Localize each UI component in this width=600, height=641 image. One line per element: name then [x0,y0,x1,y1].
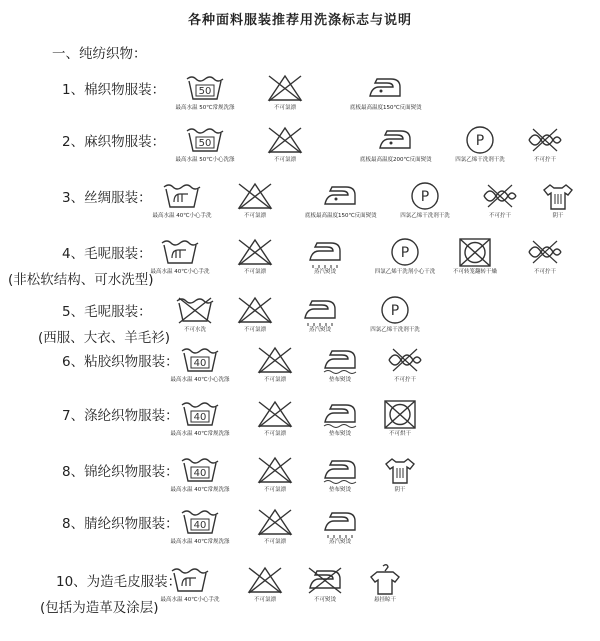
care-symbol [220,182,290,219]
svg-text:50: 50 [198,138,212,149]
no-bleach-icon [240,508,310,536]
care-symbol-caption: 最高水温 40℃常规洗涤 [170,487,230,493]
care-symbol-caption: 不可熨烫 [313,597,336,603]
category-sublabel: (西服、大衣、羊毛衫) [38,330,171,346]
care-symbol-caption: 最高水温 50℃常规洗涤 [175,105,235,111]
care-symbol-caption: 不可氯漂 [263,539,286,545]
no-bleach-icon [250,74,320,102]
care-symbol-caption: 不可氯漂 [243,269,266,275]
care-symbol [365,400,435,437]
steam-iron-icon [285,296,355,324]
wash-tub-icon [165,508,235,536]
shirt-dry-icon [523,182,593,210]
category-label: 4、毛呢服装： [62,246,152,262]
no-bleach-icon [240,400,310,428]
care-symbol [305,508,375,545]
care-symbol-caption: 四氯乙烯干洗剂干洗 [370,327,420,333]
wash-tub-icon [170,126,240,154]
cloth-iron-icon [305,346,375,374]
care-symbol [370,346,440,383]
svg-text:P: P [400,245,410,261]
care-symbol-caption: 最高水温 40℃小心手洗 [160,597,220,603]
care-symbol-caption: 垫布熨烫 [328,487,351,493]
category-label: 2、麻织物服装： [62,134,166,150]
category-label: 8、腈纶织物服装： [62,516,179,532]
care-symbol [250,74,320,111]
no-wring-icon [370,346,440,374]
wash-tub-icon [165,456,235,484]
care-symbol [220,296,290,333]
care-symbol-caption: 不可氯漂 [243,327,266,333]
care-symbol-caption: 垫布熨烫 [328,377,351,383]
steam-iron-icon [290,238,360,266]
wash-tub-icon [170,74,240,102]
svg-text:50: 50 [198,86,212,97]
category-label: 3、丝绸服装： [62,190,152,206]
wash-tub-icon [165,400,235,428]
care-symbol-caption: 阴干 [394,487,406,493]
no-bleach-icon [220,182,290,210]
no-wring-icon [510,126,580,154]
category-label: 7、涤纶织物服装： [62,408,179,424]
care-symbol-caption: 四氯乙烯干洗剂干洗 [455,157,505,163]
category-label: 10、为造毛皮服装： [56,574,182,590]
steam-iron-icon [305,508,375,536]
care-symbol-caption: 垫布熨烫 [328,431,351,437]
iron-icon [360,126,430,154]
care-symbol-caption: 不可氯漂 [253,597,276,603]
care-symbol-caption: 蒸汽熨烫 [308,327,331,333]
care-symbol-caption: 不可拧干 [533,157,556,163]
category-label: 5、毛呢服装： [62,304,152,320]
care-symbol [445,126,515,163]
care-symbol-caption: 四氯乙烯干洗剂干洗 [400,213,450,219]
shirt-dry-icon [365,456,435,484]
care-symbol [390,182,460,219]
hand-wash-icon [145,238,215,266]
care-symbol-caption: 最高水温 40℃常规洗涤 [170,431,230,437]
svg-text:40: 40 [193,412,207,423]
care-symbol [350,74,420,111]
care-symbol-caption: 最高水温 40℃常规洗涤 [170,539,230,545]
no-tumble-dry-icon [440,238,510,266]
care-symbol-caption: 不可氯漂 [263,431,286,437]
care-symbol [145,238,215,275]
svg-text:P: P [390,303,400,319]
care-symbol [165,508,235,545]
dry-clean-p-icon [390,182,460,210]
care-symbol [240,400,310,437]
care-symbol-caption: 不可氯漂 [273,105,296,111]
care-symbol-caption: 不可氯漂 [273,157,296,163]
care-symbol [165,456,235,493]
care-symbol [290,238,360,275]
care-symbol [440,238,510,275]
care-symbol-caption: 最高水温 40℃小心手洗 [150,269,210,275]
care-symbol-caption: 蒸汽熨烫 [313,269,336,275]
no-bleach-icon [240,346,310,374]
dry-clean-p-icon [370,238,440,266]
care-symbol-caption: 不可拧干 [393,377,416,383]
care-symbol [285,296,355,333]
no-bleach-icon [220,296,290,324]
no-tumble-dry-icon [365,400,435,428]
page-title: 各种面料服装推荐用洗涤标志与说明 [187,13,412,28]
svg-text:40: 40 [193,520,207,531]
no-bleach-icon [240,456,310,484]
iron-icon [305,182,375,210]
hang-dry-icon [350,566,420,594]
care-symbol [365,456,435,493]
care-symbol [240,346,310,383]
no-wring-icon [510,238,580,266]
iron-icon [350,74,420,102]
category-label: 6、粘胶织物服装： [62,354,179,370]
care-symbol [510,126,580,163]
care-symbol-caption: 四氯乙烯干洗剂小心干洗 [374,269,436,275]
care-symbol-caption: 不可氯漂 [263,487,286,493]
care-symbol-caption: 不可转笼翻转干燥 [452,269,497,275]
care-symbol [370,238,440,275]
hand-wash-icon [147,182,217,210]
wash-tub-icon [165,346,235,374]
no-bleach-icon [220,238,290,266]
care-symbol-caption: 不可烘干 [388,431,411,437]
care-symbol-caption: 阴干 [552,213,564,219]
care-symbol [147,182,217,219]
dry-clean-p-icon [445,126,515,154]
category-sublabel: (非松软结构、可水洗型) [8,272,154,288]
hand-wash-icon [155,566,225,594]
care-symbol-caption: 最高水温 50℃小心洗涤 [175,157,235,163]
dry-clean-p-icon [360,296,430,324]
care-symbol [250,126,320,163]
care-symbol [305,346,375,383]
care-symbol [165,400,235,437]
care-symbol [305,182,375,219]
care-symbol-caption: 底板最高温度150℃反面熨烫 [350,105,422,111]
care-symbol-caption: 悬挂晾干 [373,597,396,603]
care-symbol [523,182,593,219]
care-symbol-caption: 不可水洗 [183,327,206,333]
care-symbol-caption: 底板最高温度150℃反面熨烫 [305,213,377,219]
category-label: 1、棉织物服装： [62,82,166,98]
svg-text:40: 40 [193,358,207,369]
care-symbol-caption: 不可拧干 [488,213,511,219]
care-symbol [350,566,420,603]
category-sublabel: (包括为造革及涂层) [40,600,159,616]
care-symbol [155,566,225,603]
care-symbol-caption: 不可拧干 [533,269,556,275]
care-symbol-caption: 底板最高温度200℃反面熨烫 [360,157,432,163]
care-symbol-caption: 最高水温 40℃小心洗涤 [170,377,230,383]
care-symbol [220,238,290,275]
no-bleach-icon [250,126,320,154]
care-symbol [360,126,430,163]
care-symbol [170,74,240,111]
care-symbol [165,346,235,383]
care-symbol-caption: 不可氯漂 [263,377,286,383]
svg-text:40: 40 [193,468,207,479]
care-symbol-caption: 最高水温 40℃小心手洗 [152,213,212,219]
care-symbol [510,238,580,275]
care-symbol [360,296,430,333]
care-symbol-caption: 不可氯漂 [243,213,266,219]
care-symbol [240,508,310,545]
svg-text:P: P [420,189,430,205]
care-symbol [170,126,240,163]
section-heading: 一、纯纺织物： [52,46,147,62]
care-symbol [240,456,310,493]
category-label: 8、锦纶织物服装： [62,464,179,480]
svg-text:P: P [475,133,485,149]
care-symbol-caption: 蒸汽熨烫 [328,539,351,545]
